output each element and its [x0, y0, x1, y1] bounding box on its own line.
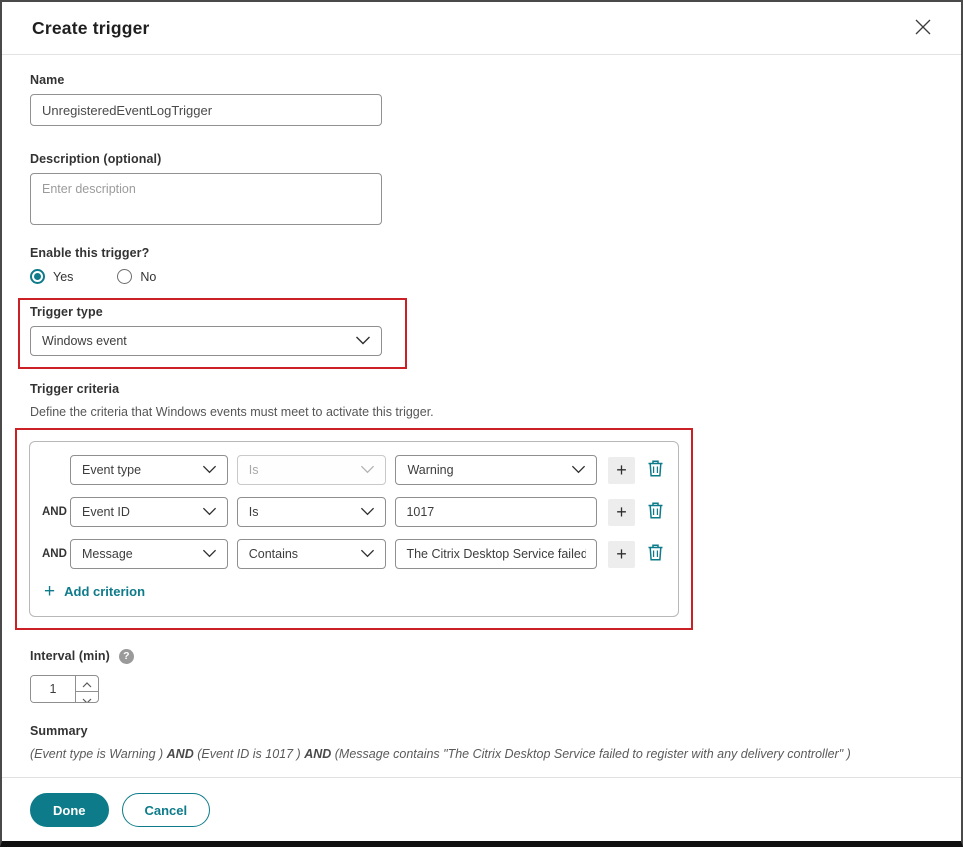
- criterion-and-label: AND: [42, 506, 67, 518]
- trigger-type-select[interactable]: [30, 326, 382, 356]
- delete-criterion-button[interactable]: [644, 542, 666, 566]
- cancel-button[interactable]: Cancel: [122, 793, 211, 827]
- interval-input[interactable]: [31, 676, 75, 702]
- criterion-row: [42, 539, 666, 569]
- enable-field-group: [30, 246, 933, 284]
- dialog-header: [2, 2, 961, 55]
- description-label: Description (optional): [30, 152, 162, 166]
- enable-radio-group: [30, 269, 933, 284]
- criterion-value-input[interactable]: [395, 539, 597, 569]
- chevron-down-icon: [202, 503, 217, 521]
- chevron-down-icon: [571, 461, 586, 479]
- close-button[interactable]: [909, 14, 937, 42]
- chevron-down-icon: [202, 461, 217, 479]
- dialog-body: [2, 73, 961, 761]
- add-criterion-inline-button[interactable]: +: [608, 541, 635, 568]
- delete-criterion-button[interactable]: [644, 500, 666, 524]
- criteria-label: Trigger criteria: [30, 382, 120, 396]
- trash-icon: [647, 501, 664, 523]
- trash-icon: [647, 459, 664, 481]
- name-field-group: [30, 73, 933, 126]
- chevron-down-icon: [360, 503, 375, 521]
- criteria-highlight-box: [15, 428, 693, 630]
- trigger-type-highlight-box: [18, 298, 407, 369]
- close-icon: [912, 16, 934, 41]
- criterion-row: [42, 497, 666, 527]
- add-criterion-link[interactable]: [44, 580, 146, 602]
- criteria-card: [29, 441, 679, 617]
- criterion-operator-select[interactable]: Is: [237, 455, 387, 485]
- enable-label: Enable this trigger?: [30, 246, 150, 260]
- spinner-arrows: [75, 676, 98, 702]
- criterion-value-input[interactable]: [395, 497, 597, 527]
- criterion-operator-select[interactable]: Is: [237, 497, 387, 527]
- add-criterion-inline-button[interactable]: +: [608, 499, 635, 526]
- description-field-group: [30, 152, 933, 225]
- radio-yes-label: Yes: [53, 269, 74, 284]
- criterion-value-select[interactable]: Warning: [395, 455, 597, 485]
- chevron-down-icon: [82, 692, 92, 703]
- interval-label: Interval (min): [30, 649, 110, 663]
- spinner-up-button[interactable]: [76, 676, 98, 692]
- summary-section: [30, 724, 933, 761]
- add-criterion-label: Add criterion: [64, 584, 146, 599]
- radio-yes[interactable]: [30, 269, 73, 284]
- radio-unselected-icon: [117, 269, 132, 284]
- criterion-field-select[interactable]: Event ID: [70, 497, 228, 527]
- radio-no[interactable]: [117, 269, 156, 284]
- plus-icon: +: [44, 580, 56, 602]
- radio-no-label: No: [140, 269, 157, 284]
- done-button[interactable]: Done: [30, 793, 109, 827]
- radio-selected-icon: [30, 269, 45, 284]
- criteria-section: [30, 382, 933, 419]
- trash-icon: [647, 543, 664, 565]
- chevron-down-icon: [360, 461, 375, 479]
- criteria-helper-text: Define the criteria that Windows events must meet to activate this trigger.: [30, 405, 434, 419]
- criterion-and-label: AND: [42, 548, 67, 560]
- chevron-down-icon: [360, 545, 375, 563]
- interval-field-group: [30, 649, 933, 703]
- spinner-down-button[interactable]: [76, 692, 98, 703]
- chevron-up-icon: [82, 676, 92, 691]
- criteria-rows: [42, 455, 666, 569]
- delete-criterion-button[interactable]: [644, 458, 666, 482]
- chevron-down-icon: [202, 545, 217, 563]
- criterion-field-select[interactable]: Message: [70, 539, 228, 569]
- criterion-field-select[interactable]: Event type: [70, 455, 228, 485]
- dialog-footer: [2, 777, 961, 841]
- description-input[interactable]: [30, 173, 382, 225]
- criterion-operator-select[interactable]: Contains: [237, 539, 387, 569]
- interval-stepper: [30, 675, 99, 703]
- dialog-title: Create trigger: [32, 17, 150, 38]
- name-input[interactable]: [30, 94, 382, 126]
- trigger-type-value: Windows event: [42, 334, 127, 348]
- chevron-down-icon: [355, 332, 371, 350]
- help-icon[interactable]: ?: [119, 649, 134, 664]
- add-criterion-inline-button[interactable]: +: [608, 457, 635, 484]
- summary-text: (Event type is Warning ) AND (Event ID is 1017 ) AND (Message contains "The Citrix Desktop Service failed to register with any delivery controller" ): [30, 746, 851, 761]
- name-label: Name: [30, 73, 65, 87]
- trigger-type-label: Trigger type: [30, 305, 103, 319]
- summary-label: Summary: [30, 723, 88, 738]
- criterion-row: [42, 455, 666, 485]
